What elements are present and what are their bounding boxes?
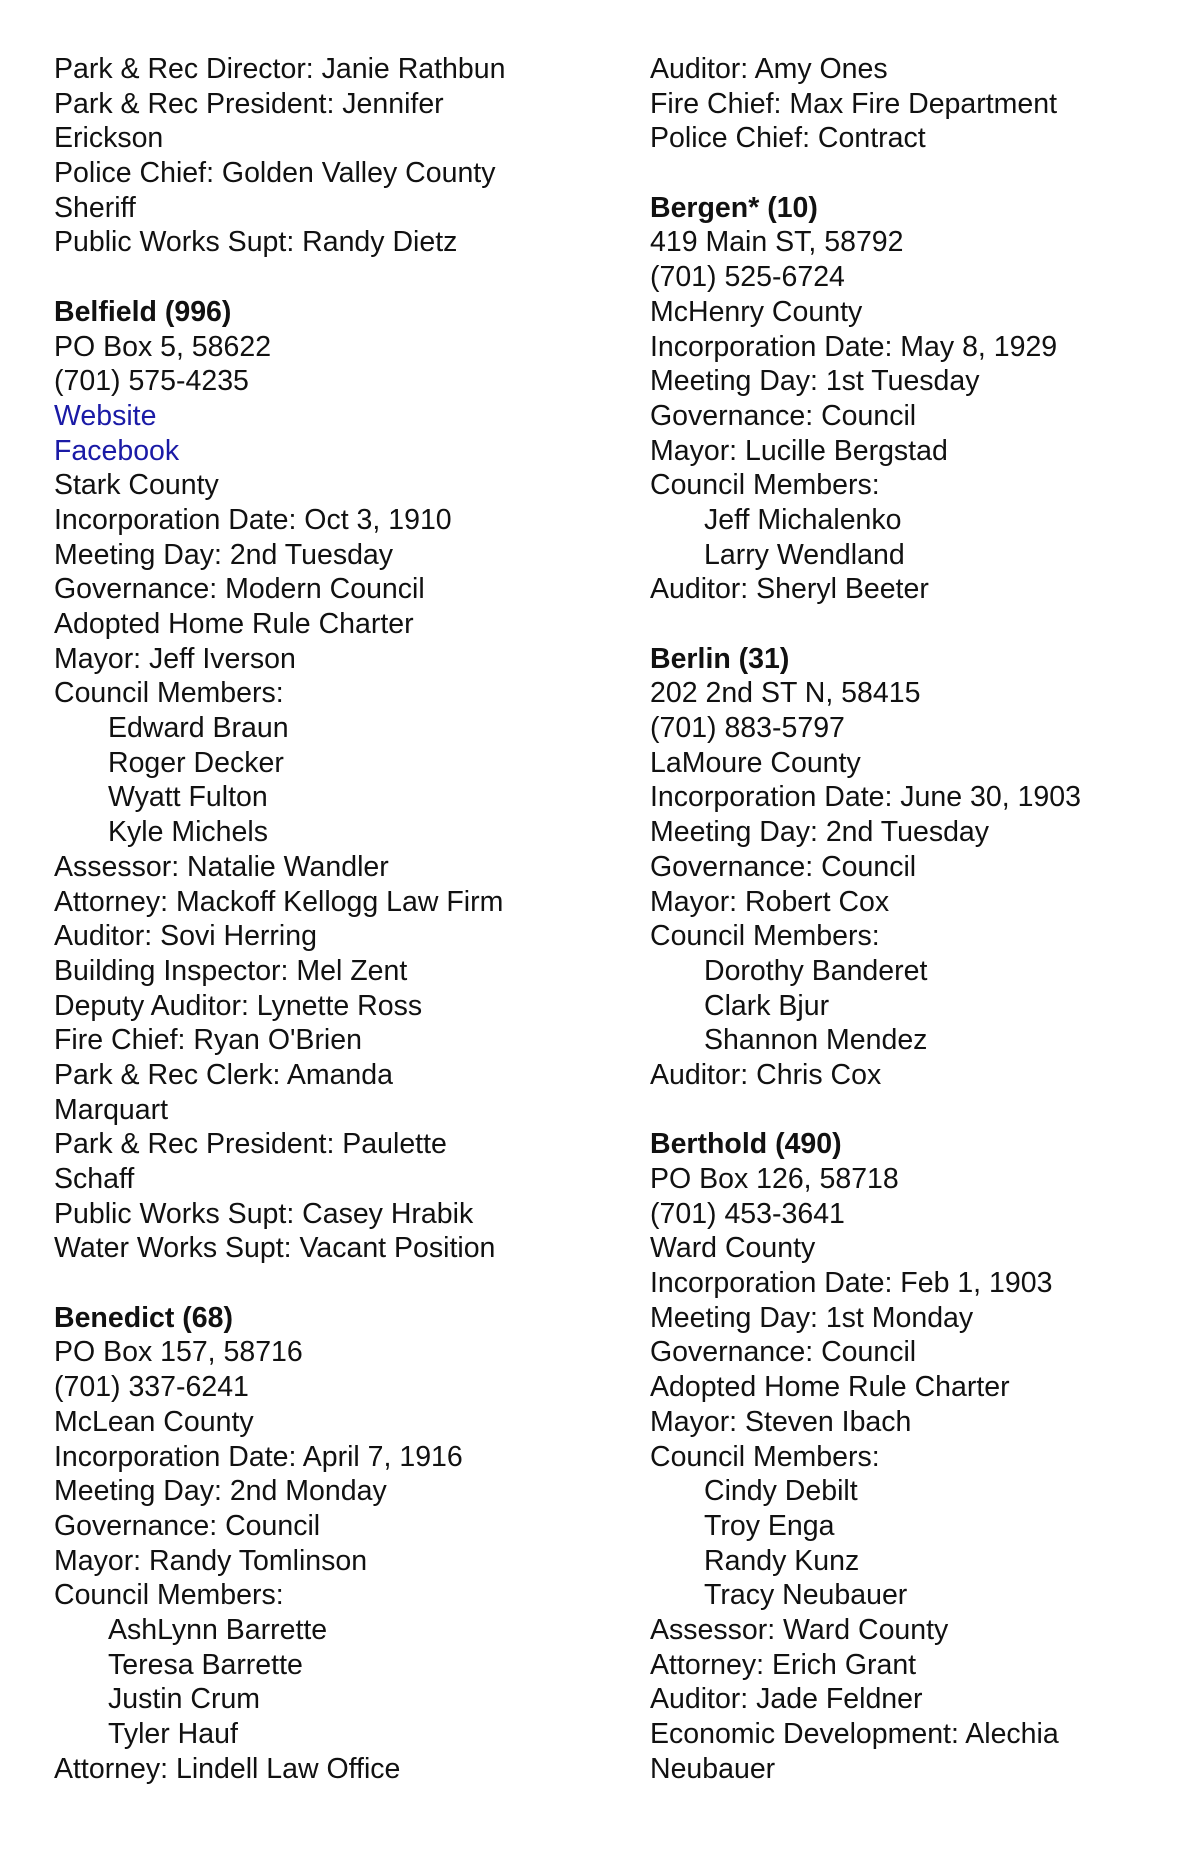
- city-governance: Governance: Council: [650, 399, 917, 432]
- section-gap: [650, 607, 1180, 642]
- city-heading: Bergen* (10): [650, 191, 818, 224]
- city-entry-berthold: [650, 1127, 1180, 1786]
- city-address: 202 2nd ST N, 58415: [650, 677, 921, 710]
- council-member: Dorothy Banderet: [704, 954, 928, 987]
- official-line: Economic Development: Alechia: [650, 1718, 1059, 1750]
- official-line: Assessor: Natalie Wandler: [54, 850, 389, 883]
- city-heading: Berlin (31): [650, 642, 790, 675]
- city-heading: Belfield (996): [54, 295, 232, 328]
- official-line: Auditor: Sovi Herring: [54, 920, 317, 953]
- city-entry-benedict: [54, 1301, 574, 1787]
- city-mayor: Mayor: Steven Ibach: [650, 1405, 912, 1438]
- council-label: Council Members:: [650, 920, 880, 953]
- city-heading: Berthold (490): [650, 1128, 842, 1161]
- council-label: Council Members:: [54, 677, 284, 710]
- official-line: Building Inspector: Mel Zent: [54, 954, 408, 987]
- city-incorporation: Incorporation Date: April 7, 1916: [54, 1440, 463, 1473]
- council-label: Council Members:: [54, 1579, 284, 1612]
- directory-line: Sheriff: [54, 191, 136, 224]
- council-member: Wyatt Fulton: [108, 781, 268, 814]
- city-phone: (701) 337-6241: [54, 1371, 249, 1404]
- city-mayor: Mayor: Lucille Bergstad: [650, 434, 948, 467]
- city-incorporation: Incorporation Date: May 8, 1929: [650, 330, 1058, 363]
- council-member: Justin Crum: [108, 1683, 261, 1716]
- city-meeting-day: Meeting Day: 2nd Tuesday: [650, 816, 990, 849]
- council-member: Larry Wendland: [704, 538, 905, 571]
- official-line: Neubauer: [650, 1752, 776, 1785]
- official-line: Marquart: [54, 1093, 169, 1126]
- city-meeting-day: Meeting Day: 2nd Tuesday: [54, 538, 394, 571]
- city-governance: Governance: Council: [54, 1509, 321, 1542]
- council-member: Cindy Debilt: [704, 1475, 858, 1508]
- section-gap: [650, 1093, 1180, 1128]
- city-mayor: Mayor: Robert Cox: [650, 885, 890, 918]
- council-member: Teresa Barrette: [108, 1648, 303, 1681]
- city-entry-berlin: [650, 642, 1180, 1093]
- city-address: PO Box 126, 58718: [650, 1163, 899, 1195]
- official-line: Auditor: Chris Cox: [650, 1058, 882, 1091]
- city-meeting-day: Meeting Day: 1st Monday: [650, 1301, 974, 1334]
- council-member: Tracy Neubauer: [704, 1579, 908, 1612]
- city-county: McHenry County: [650, 295, 863, 328]
- directory-line: Police Chief: Golden Valley County: [54, 157, 496, 190]
- council-label: Council Members:: [650, 469, 880, 502]
- city-phone: (701) 525-6724: [650, 261, 845, 294]
- city-mayor: Mayor: Randy Tomlinson: [54, 1544, 368, 1577]
- right-column: [650, 52, 1180, 1786]
- city-governance: Governance: Modern Council: [54, 573, 425, 606]
- council-member: Tyler Hauf: [108, 1718, 238, 1750]
- city-entry-belfield: [54, 295, 574, 1266]
- city-meeting-day: Meeting Day: 2nd Monday: [54, 1475, 387, 1508]
- council-member: Troy Enga: [704, 1509, 835, 1542]
- directory-line: Park & Rec President: Jennifer: [54, 87, 444, 120]
- city-mayor: Mayor: Jeff Iverson: [54, 642, 296, 675]
- official-line: Fire Chief: Ryan O'Brien: [54, 1024, 362, 1057]
- council-member: Randy Kunz: [704, 1544, 860, 1577]
- city-governance: Governance: Council: [650, 850, 917, 883]
- city-charter: Adopted Home Rule Charter: [54, 608, 414, 640]
- official-line: Auditor: Jade Feldner: [650, 1683, 923, 1716]
- city-entry-bergen: [650, 191, 1180, 607]
- council-member: Edward Braun: [108, 712, 289, 745]
- official-line: Assessor: Ward County: [650, 1613, 949, 1646]
- official-line: Attorney: Mackoff Kellogg Law Firm: [54, 885, 504, 918]
- official-line: Park & Rec Clerk: Amanda: [54, 1058, 393, 1091]
- directory-line: Police Chief: Contract: [650, 122, 926, 155]
- section-gap: [54, 1266, 574, 1301]
- council-member: Jeff Michalenko: [704, 503, 902, 536]
- city-governance: Governance: Council: [650, 1336, 917, 1369]
- council-member: Clark Bjur: [704, 989, 830, 1022]
- city-county: Stark County: [54, 469, 219, 502]
- city-address: PO Box 157, 58716: [54, 1336, 303, 1369]
- directory-line: Public Works Supt: Randy Dietz: [54, 226, 458, 259]
- city-incorporation: Incorporation Date: Oct 3, 1910: [54, 503, 452, 536]
- city-incorporation: Incorporation Date: June 30, 1903: [650, 781, 1081, 814]
- city-heading: Benedict (68): [54, 1301, 233, 1334]
- city-phone: (701) 883-5797: [650, 712, 845, 745]
- city-charter: Adopted Home Rule Charter: [650, 1371, 1010, 1404]
- official-line: Attorney: Lindell Law Office: [54, 1752, 401, 1785]
- city-county: LaMoure County: [650, 746, 861, 779]
- city-county: McLean County: [54, 1405, 254, 1438]
- council-member: Shannon Mendez: [704, 1024, 928, 1057]
- city-address: 419 Main ST, 58792: [650, 226, 904, 259]
- council-member: Kyle Michels: [108, 816, 268, 849]
- directory-line: Erickson: [54, 122, 164, 155]
- city-county: Ward County: [650, 1232, 816, 1265]
- left-column: [54, 52, 574, 1786]
- directory-line: Fire Chief: Max Fire Department: [650, 87, 1058, 120]
- section-gap: [650, 156, 1180, 191]
- city-phone: (701) 453-3641: [650, 1197, 845, 1230]
- council-member: AshLynn Barrette: [108, 1613, 328, 1646]
- official-line: Public Works Supt: Casey Hrabik: [54, 1197, 474, 1230]
- official-line: Attorney: Erich Grant: [650, 1648, 917, 1681]
- city-address: PO Box 5, 58622: [54, 330, 272, 363]
- official-line: Park & Rec President: Paulette: [54, 1128, 447, 1161]
- city-meeting-day: Meeting Day: 1st Tuesday: [650, 365, 980, 398]
- council-label: Council Members:: [650, 1440, 880, 1473]
- directory-line: Auditor: Amy Ones: [650, 53, 888, 85]
- official-line: Water Works Supt: Vacant Position: [54, 1232, 496, 1265]
- official-line: Deputy Auditor: Lynette Ross: [54, 989, 423, 1022]
- section-gap: [54, 260, 574, 295]
- directory-line: Park & Rec Director: Janie Rathbun: [54, 53, 506, 85]
- website-link[interactable]: Website: [54, 399, 157, 432]
- facebook-link[interactable]: Facebook: [54, 434, 180, 467]
- official-line: Auditor: Sheryl Beeter: [650, 573, 929, 606]
- council-member: Roger Decker: [108, 746, 284, 779]
- city-incorporation: Incorporation Date: Feb 1, 1903: [650, 1267, 1053, 1300]
- official-line: Schaff: [54, 1163, 135, 1195]
- city-phone: (701) 575-4235: [54, 365, 249, 398]
